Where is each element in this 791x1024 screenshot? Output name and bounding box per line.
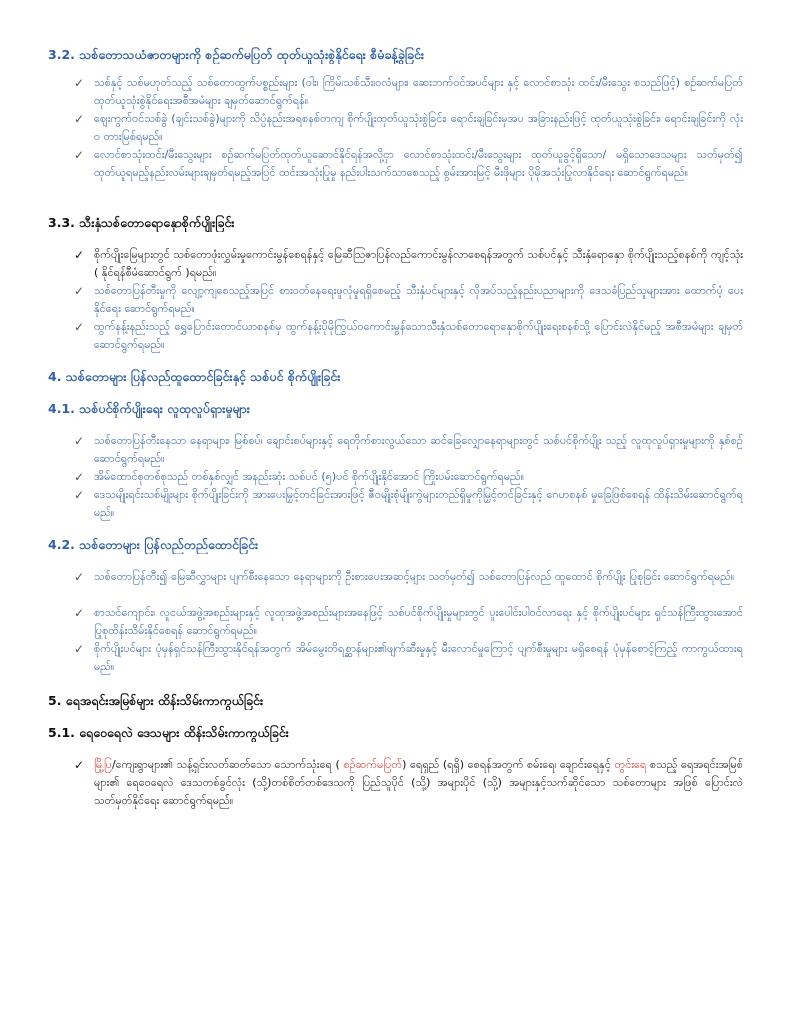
list-item-text: စာသင်ကျောင်း၊ လူငယ်အဖွဲ့အစည်းများနှင့် လူထုအဖွဲ့အစည်းများအနေဖြင့် သစ်ပင်စိုက်ပျိုးမှုများတွင် ပူးပေါင်းပါဝင်လာရေး နှင့် စိုက်ပျိုးပင်များ ရှင်သန်ကြီးထွားအောင် ပြုစုထိန်းသိမ်းနိုင်စေရန် ဆောင်ရွက်ရမည်။ (94, 606, 743, 637)
list-item-text: ဒေသမျိုးရင်းသစ်မျိုးများ စိုက်ပျိုးခြင်းကို အားပေးမြှင့်တင်ခြင်းအားဖြင့် ဇီဝမျိုးစုံမျိုးကွဲများတည်ရှိမှုကိုမြှင့်တင်ခြင်းနှင့် ဂေဟစနစ် မှုခြေဖြစ်စေရန် ထိန်းသိမ်းဆောင်ရွက်ရမည်။ (94, 488, 743, 519)
list-item (48, 486, 743, 522)
checkmark-icon: ✓ (74, 76, 85, 90)
section-4-2 (48, 536, 743, 676)
highlight-text: တွင်းရေ (614, 758, 647, 771)
list-item-text: ထွက်နန့်းနည်းသည့် ရွှေပြောင်းတောင်ယာစနစ်မှ ထွက်နန့်းပိုမိုကြွယ်ဝကောင်းမွန်သောသီးနှံသစ်တောရောနှောစိုက်ပျိုးရေးစနစ်သို့ ပြောင်းလဲနိုင်မည့် အစီအမံများ ချမှတ် ဆောင်ရွက်ရမည်။ (94, 320, 743, 351)
highlight-text: စဉ်ဆက်မပြတ် (343, 758, 403, 771)
checkmark-icon: ✓ (74, 148, 85, 162)
checkmark-icon: ✓ (74, 248, 85, 262)
section-4 (48, 368, 743, 386)
section-3-2 (48, 46, 743, 200)
text-run: /ကျေးရွာများ၏ သန့်ရှင်းလတ်ဆတ်သော သောက်သုံးရေ ( (111, 758, 344, 771)
list-item-text: ဈေးကွက်ဝင်သစ်ခွဲ (ချင်းသစ်ခွဲ)များကို သိပ္ပံနည်းအရစနစ်တကျ စိုက်ပျိုးထုတ်ယူသုံးစွဲခြင်း၊ ရောင်းချခြင်းမှအပ အခြားနည်းဖြင့် ထုတ်ယူသုံးစွဲခြင်း၊ ရောင်းချခြင်းကို လုံးဝ တားမြစ်ရမည်။ (94, 112, 743, 143)
checkmark-icon: ✓ (74, 758, 85, 772)
section-4-1 (48, 400, 743, 522)
section-heading: 4. သစ်တောများ ပြန်လည်ထူထောင်ခြင်းနှင့် သစ်ပင် စိုက်ပျိုးခြင်း (48, 369, 341, 384)
list-item-text: သစ်တောပြန်တီး၍ မြေဆီလွှာများ ပျက်စီးနေသော နေရာများကို ဦးစားပေးအဆင့်များ သတ်မှတ်၍ သစ်တောပြန်လည် ထူထောင် စိုက်ပျိုး ပြုစုခြင်း ဆောင်ရွက်ရမည်။ (94, 570, 735, 583)
list-item (48, 74, 743, 110)
checkmark-icon: ✓ (74, 570, 85, 584)
list-item-text: အိမ်ထောင်စုတစ်စုသည် တစ်နှစ်လျှင် အနည်းဆုံး သစ်ပင် (၅)ပင် စိုက်ပျိုးနိုင်အောင် ကြိုးပမ်းဆောင်ရွက်ရမည်။ (94, 470, 525, 483)
list-item (48, 468, 743, 486)
list-item-text: လောင်စာသုံးထင်း/မီးသွေးများ စဉ်ဆက်မပြတ်ထုတ်ယူဆောင်နိုင်ရန်အလို့ငှာ လောင်စာသုံးထင်း/မီးသွေးများ ထုတ်ယူခွင့်ရှိသော/ မရှိသောဒေသများ သတ်မှတ်၍ ထုတ်ယူရမည့်နည်းလမ်းများချမှတ်ရမည့်အပြင် ထင်းအသုံးပြုမှု နည်းပါးသက်သာစေသည့် စွမ်းအားမြင့် မီးဖိုများ ပိုမိုအသုံးပြုလာနိုင်ရေး ဆောင်ရွက်ရမည်။ (94, 148, 743, 179)
text-run: ) ရေရှည် (ရရှိ) စေရန်အတွက် စမ်းရေ၊ ချောင်းရေနှင့် (402, 758, 615, 771)
section-3-3 (48, 214, 743, 354)
list-item-text: စိုက်ပျိုးမြေများတွင် သစ်တောဖုံးလွှမ်းမှုကောင်းမွန်စေရန်နှင့် မြေဆီဩဇာပြန်လည်ကောင်းမွန်လာစေရန်အတွက် သစ်ပင်နှင့် သီးနှံရောနှော စိုက်ပျိုးသည့်စနစ်ကို ကျင့်သုံး ( နိုင်ရန်စီမံဆောင်ရွက် )ရမည်။ (94, 248, 743, 279)
checkmark-icon: ✓ (74, 488, 85, 502)
section-heading: 3.3. သီးနှံသစ်တောရောနှောစိုက်ပျိုးခြင်း (48, 215, 235, 230)
section-5 (48, 692, 743, 710)
section-heading: 3.2. သစ်တောသယံဇာတများကို စဉ်ဆက်မပြတ် ထုတ်ယူသုံးစွဲနိုင်ရေး စီမံခန့်ခွဲခြင်း (48, 47, 425, 62)
list-item (48, 568, 743, 604)
list-item (48, 318, 743, 354)
list-item (48, 246, 743, 282)
list-item (48, 756, 743, 810)
section-heading: 4.2. သစ်တောများ ပြန်လည်တည်ထောင်ခြင်း (48, 537, 259, 552)
list-item-text: သစ်တောပြန်တီးမှုကို လျော့ကျစေသည့်အပြင် စားဝတ်နေရေးဖူလုံမှုရရှိစေမည့် သီးနှံပင်များနှင့် လိုအပ်သည့်နည်းပညာများကို ဒေသခံပြည်သူများအား ထောက်ပံ့ ပေးနိုင်ရေး ဆောင်ရွက်ရမည်။ (94, 284, 743, 315)
list-item (48, 640, 743, 676)
checkmark-icon: ✓ (74, 606, 85, 620)
section-heading: 4.1. သစ်ပင်စိုက်ပျိုးရေး လူထုလှုပ်ရှားမှုများ (48, 401, 250, 416)
checkmark-icon: ✓ (74, 112, 85, 126)
checkmark-icon: ✓ (74, 284, 85, 298)
section-5-1 (48, 724, 743, 810)
section-heading: 5. ရေအရင်းအမြစ်များ ထိန်းသိမ်းကာကွယ်ခြင်း (48, 693, 264, 708)
checkmark-icon: ✓ (74, 470, 85, 484)
checkmark-icon: ✓ (74, 434, 85, 448)
list-item-text: သစ်နှင့် သစ်မဟုတ်သည့် သစ်တောထွက်ပစ္စည်းများ (ဝါး၊ ကြိမ်၊သစ်သီး၊ဝလံများ၊ ဆေးဘက်ဝင်အပင်များ နှင့် လောင်စာသုံး ထင်း/မီးသွေး စသည်ဖြင့်) စဉ်ဆက်မပြတ်ထုတ်ယူသုံးစွဲနိုင်ရေးအစီအမံများ ချမှတ်ဆောင်ရွက်ရန်။ (94, 76, 743, 107)
checkmark-icon: ✓ (74, 642, 85, 656)
section-heading: 5.1. ရေဝေရေလဲ ဒေသများ ထိန်းသိမ်းကာကွယ်ခြင်း (48, 725, 289, 740)
list-item (48, 146, 743, 200)
list-item-text (94, 758, 743, 807)
list-item (48, 604, 743, 640)
text-run: စသည့် ရေအရင်းအမြစ်များ၏ ရေဝေရေလဲ ဒေသတစ်ခွင်လုံး (သို့)တစ်စိတ်တစ်ဒေသကို ပြည်သူပိုင် (သို့) အများပိုင် (သို့) အများနှင့်သက်ဆိုင်သော သစ်တောများ အဖြစ် ပြောင်းလဲ သတ်မှတ်နိုင်ရေး ဆောင်ရွက်ရမည်။ (94, 758, 743, 807)
checkmark-icon: ✓ (74, 320, 85, 334)
highlight-text: မြို့ပြ (94, 758, 112, 771)
list-item (48, 282, 743, 318)
list-item (48, 432, 743, 468)
list-item (48, 110, 743, 146)
list-item-text: သစ်တောပြန်တီးနေသာ နေရာများ၊ မြစ်စပ်၊ ချောင်းစပ်များနှင့် ရေတိုက်စားလွယ်သော ဆင်ခြေလျှောနေရာများတွင် သစ်ပင်စိုက်ပျိုး သည့် လူထုလှုပ်ရှားမှုများကို နှစ်စဉ် ဆောင်ရွက်ရမည်။ (94, 434, 743, 465)
list-item-text: စိုက်ပျိုးပင်များ ပုံမှန်ရှင်သန်ကြီးထွားနိုင်ရန်အတွက် အိမ်မွေးတိရစ္ဆာန်များ၏ဖျက်ဆီးမှုနှင့် မီးလောင်မှုကြောင့် ပျက်စီးမှုများ မရှိစေရန် ပုံမှန်စောင့်ကြည့် ကာကွယ်ထားရမည်။ (94, 642, 743, 673)
